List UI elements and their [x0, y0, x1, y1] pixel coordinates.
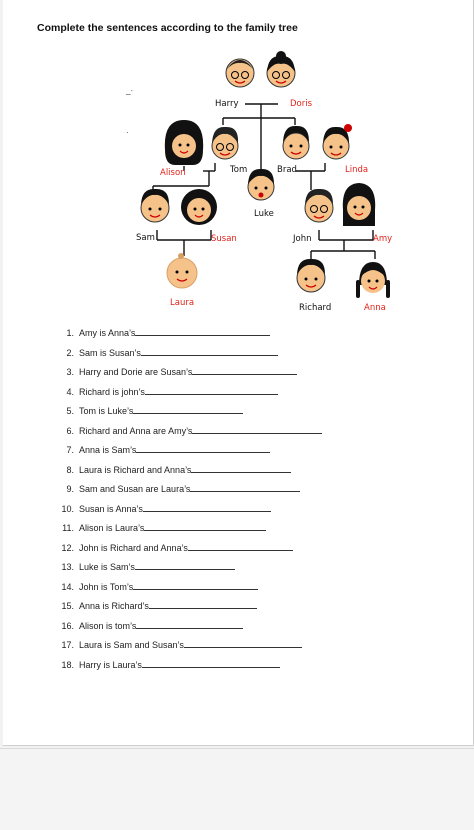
answer-blank[interactable]	[133, 404, 243, 414]
question-10: 10. Susan is Anna’s	[60, 502, 271, 516]
stray-mark: ·	[126, 128, 129, 137]
answer-blank[interactable]	[145, 385, 278, 395]
answer-blank[interactable]	[136, 619, 243, 629]
empty-background-panel	[0, 748, 474, 830]
question-7: 7. Anna is Sam’s	[60, 443, 270, 457]
question-2: 2. Sam is Susan’s	[60, 346, 278, 360]
label-anna: Anna	[364, 303, 386, 313]
person-luke	[248, 169, 274, 200]
person-doris	[267, 51, 295, 87]
person-linda	[323, 124, 352, 159]
question-8: 8. Laura is Richard and Anna’s	[60, 463, 291, 477]
question-16: 16. Alison is tom’s	[60, 619, 243, 633]
label-brad: Brad	[277, 165, 297, 175]
answer-blank[interactable]	[149, 599, 257, 609]
answer-blank[interactable]	[143, 502, 271, 512]
person-richard	[297, 259, 325, 292]
question-9: 9. Sam and Susan are Laura’s	[60, 482, 300, 496]
question-3: 3. Harry and Dorie are Susan’s	[60, 365, 297, 379]
answer-blank[interactable]	[188, 541, 293, 551]
person-john	[305, 189, 333, 222]
person-laura	[167, 253, 197, 288]
label-amy: Amy	[373, 234, 393, 244]
answer-blank[interactable]	[141, 346, 278, 356]
answer-blank[interactable]	[192, 365, 297, 375]
person-brad	[283, 126, 309, 159]
label-laura: Laura	[170, 298, 195, 308]
answer-blank[interactable]	[135, 560, 235, 570]
question-18: 18. Harry is Laura’s	[60, 658, 280, 672]
person-alison	[165, 120, 203, 165]
question-17: 17. Laura is Sam and Susan’s	[60, 638, 302, 652]
question-13: 13. Luke is Sam’s	[60, 560, 235, 574]
label-john: John	[293, 234, 312, 244]
question-6: 6. Richard and Anna are Amy’s	[60, 424, 322, 438]
person-sam	[141, 189, 169, 222]
answer-blank[interactable]	[135, 326, 270, 336]
answer-blank[interactable]	[136, 443, 270, 453]
answer-blank[interactable]	[184, 638, 302, 648]
label-susan: Susan	[211, 234, 237, 244]
answer-blank[interactable]	[133, 580, 258, 590]
worksheet-title: Complete the sentences according to the family tree	[37, 22, 298, 34]
person-susan	[181, 189, 217, 225]
label-sam: Sam	[136, 233, 155, 243]
label-alison: Alison	[160, 168, 186, 178]
worksheet-page	[3, 0, 474, 746]
stray-mark: _·	[126, 86, 134, 95]
question-12: 12. John is Richard and Anna’s	[60, 541, 293, 555]
answer-blank[interactable]	[142, 658, 280, 668]
person-amy	[343, 183, 375, 226]
person-tom	[212, 127, 238, 159]
family-tree	[3, 0, 473, 320]
answer-blank[interactable]	[192, 424, 322, 434]
question-4: 4. Richard is john’s	[60, 385, 278, 399]
label-harry: Harry	[215, 99, 239, 109]
label-linda: Linda	[345, 165, 369, 175]
label-tom: Tom	[230, 165, 248, 175]
question-14: 14. John is Tom’s	[60, 580, 258, 594]
person-harry	[226, 59, 254, 87]
person-anna	[356, 262, 390, 298]
answer-blank[interactable]	[144, 521, 266, 531]
question-5: 5. Tom is Luke’s	[60, 404, 243, 418]
question-1: 1. Amy is Anna’s	[60, 326, 270, 340]
question-11: 11. Alison is Laura’s	[60, 521, 266, 535]
question-15: 15. Anna is Richard’s	[60, 599, 257, 613]
answer-blank[interactable]	[191, 463, 291, 473]
label-luke: Luke	[254, 209, 274, 219]
label-richard: Richard	[299, 303, 332, 313]
answer-blank[interactable]	[190, 482, 300, 492]
label-doris: Doris	[290, 99, 313, 109]
